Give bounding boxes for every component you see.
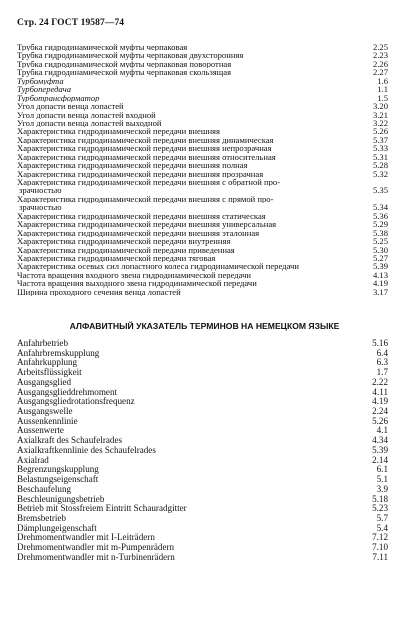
index-term: Характеристика гидродинамической передачи внешняя непрозрачная [17, 144, 272, 153]
index-entry [17, 271, 388, 279]
index-entry [17, 368, 388, 378]
index-term: Aussenwerte [17, 426, 64, 436]
index-entry [17, 85, 388, 93]
index-term: Bremsbetrieb [17, 513, 66, 523]
index-term: Axialkraft des Schaufelrades [17, 436, 123, 446]
index-term: Anfahrkupplung [17, 358, 78, 368]
index-term: Характеристика гидродинамической передачи внешняя прозрачная [17, 169, 264, 179]
index-term: Ausgangsglied [17, 377, 72, 387]
index-entry [17, 186, 388, 194]
index-entry [17, 119, 388, 127]
index-number: 3.9 [376, 483, 388, 494]
index-entry [17, 212, 388, 220]
index-number: 4.19 [372, 278, 388, 289]
index-number: 5.7 [376, 512, 388, 523]
index-term: Beschleunigungsbetrieb [17, 494, 105, 504]
index-entry [17, 388, 388, 398]
index-entry [17, 553, 388, 563]
index-number: 4.1 [376, 425, 388, 436]
index-entry [17, 456, 388, 466]
index-entry [17, 475, 388, 485]
index-number: 5.32 [372, 168, 388, 179]
index-term: Begrenzungskupplung [17, 465, 99, 475]
index-number: 2.26 [372, 58, 388, 69]
index-entry [17, 195, 388, 203]
index-term: Угол допасти венца лопастей входной [17, 110, 156, 119]
index-entry [17, 102, 388, 110]
index-entry [17, 60, 388, 68]
index-entry [17, 220, 388, 228]
index-entry [17, 153, 388, 161]
index-term: Ширина проходного сечения венца лопастей [17, 287, 181, 297]
index-term: Характеристика гидродинамической передачи внутренняя [17, 237, 231, 246]
index-term: Ausgangswelle [17, 407, 73, 417]
index-term: Характеристика гидродинамической передачи внешняя с обратной про- [17, 178, 281, 187]
index-term: Характеристика гидродинамической передачи внешняя эталонная [17, 228, 260, 238]
index-entry [17, 144, 388, 152]
index-entry [17, 246, 388, 254]
index-term: Турбопередача [17, 85, 72, 94]
index-entry [17, 136, 388, 144]
index-number: 5.4 [376, 522, 388, 533]
index-number: 6.1 [376, 464, 388, 475]
german-terms-list [17, 339, 388, 563]
index-number: 3.20 [372, 101, 388, 112]
index-entry [17, 358, 388, 368]
index-entry [17, 495, 388, 505]
index-term: Anfahrbetrieb [17, 339, 69, 348]
index-entry [17, 504, 388, 514]
index-entry [17, 514, 388, 524]
index-number: 3.21 [372, 109, 388, 120]
index-term: Aussenkennlinie [17, 416, 78, 426]
index-number: 5.31 [372, 151, 388, 162]
index-term: Частота вращения входного звена гидродинамической передачи [17, 270, 252, 280]
index-entry [17, 426, 388, 436]
index-term: Характеристика осевых сил лопастного колеса гидродинамической передачи [17, 262, 299, 271]
index-entry [17, 161, 388, 169]
index-number: 5.39 [372, 444, 388, 455]
index-number: 7.10 [372, 542, 388, 553]
index-entry [17, 279, 388, 287]
index-term: зрачностью [19, 186, 62, 195]
index-term: Трубка гидродинамической муфты черпаковая двухсторонняя [17, 51, 244, 60]
index-entry [17, 178, 388, 186]
index-number: 1.1 [377, 84, 388, 95]
index-entry [17, 465, 388, 475]
index-number: 2.14 [372, 454, 388, 465]
index-number: 2.24 [372, 406, 388, 417]
index-number: 4.19 [372, 396, 388, 407]
index-term: Характеристика гидродинамической передачи внешняя полная [17, 161, 248, 170]
index-number: 5.27 [372, 252, 388, 263]
index-number: 5.18 [372, 493, 388, 504]
index-number: 5.29 [372, 219, 388, 230]
index-term: Dämplungeigenschaft [17, 523, 97, 533]
index-entry [17, 254, 388, 262]
index-number: 1.6 [377, 75, 388, 86]
section-title: АЛФАВИТНЫЙ УКАЗАТЕЛЬ ТЕРМИНОВ НА НЕМЕЦКОМ ЯЗЫКЕ [69, 321, 340, 331]
index-entry [17, 127, 388, 135]
index-number: 5.39 [372, 261, 388, 272]
index-number: 1.5 [377, 92, 388, 103]
page-header: Стр. 24 ГОСТ 19587—74 [17, 18, 125, 28]
index-term: Характеристика гидродинамической передачи внешняя динамическая [17, 135, 274, 145]
index-term: Характеристика гидродинамической передачи внешняя с прямой про- [17, 194, 274, 204]
index-number: 4.34 [372, 435, 388, 446]
index-entry [17, 288, 388, 296]
index-number: 5.37 [372, 134, 388, 145]
index-term: Axialrad [17, 455, 49, 465]
index-term: Трубка гидродинамической муфты черпаковая поворотная [17, 59, 232, 69]
index-number: 4.13 [372, 269, 388, 280]
index-term: Arbeitsflüssigkeit [17, 368, 82, 378]
index-number: 5.36 [372, 210, 388, 221]
index-entry [17, 68, 388, 76]
index-entry [17, 485, 388, 495]
index-entry [17, 533, 388, 543]
index-number: 1.7 [376, 367, 388, 378]
index-entry [17, 203, 388, 211]
index-entry [17, 229, 388, 237]
index-number: 5.26 [372, 415, 388, 426]
index-number: 2.25 [372, 42, 388, 52]
index-entry [17, 417, 388, 427]
index-term: Характеристика гидродинамической передачи приведенная [17, 245, 235, 254]
index-entry [17, 94, 388, 102]
index-entry [17, 43, 388, 51]
index-term: Betrieb mit Stossfreiem Eintritt Schauradgitter [17, 504, 187, 514]
index-number: 5.33 [372, 143, 388, 154]
index-number: 2.23 [372, 50, 388, 61]
index-term: Ausgangsgliedrotationsfrequenz [17, 397, 135, 407]
index-term: Угол допасти венца лопастей [17, 102, 124, 111]
index-number: 6.3 [376, 357, 388, 368]
index-term: Характеристика гидродинамической передачи тяговая [17, 253, 216, 263]
index-term: зрачностью [19, 203, 62, 212]
index-term: Axialkraftkennlinie des Schaufelrades [17, 445, 156, 455]
index-number: 6.4 [376, 347, 388, 358]
index-number: 5.1 [376, 474, 388, 485]
index-number: 5.30 [372, 244, 388, 255]
index-term: Anfahrbremskupplung [17, 348, 100, 358]
index-term: Трубка гидродинамической муфты черпаковая скользящая [17, 68, 232, 77]
index-entry [17, 51, 388, 59]
index-number: 5.16 [372, 338, 388, 348]
index-number: 5.34 [372, 202, 388, 213]
index-number: 5.38 [372, 227, 388, 238]
index-term: Ausgangsglieddrehmoment [17, 387, 118, 397]
index-term: Belastungseigenschaft [17, 475, 99, 485]
index-entry [17, 349, 388, 359]
index-entry [17, 543, 388, 553]
index-number: 3.17 [372, 286, 388, 297]
index-entry [17, 111, 388, 119]
index-term: Характеристика гидродинамической передачи внешняя статическая [17, 211, 266, 221]
index-term: Характеристика гидродинамической передачи внешняя универсальная [17, 220, 277, 229]
index-number: 2.27 [372, 67, 388, 78]
index-term: Характеристика гидродинамической передачи внешняя [17, 127, 220, 136]
index-entry [17, 170, 388, 178]
index-number: 4.11 [372, 386, 388, 397]
index-term: Характеристика гидродинамической передачи внешняя относительная [17, 152, 276, 162]
index-term: Турбомуфта [17, 76, 64, 86]
index-entry [17, 378, 388, 388]
index-term: Частота вращения выходного звена гидродинамической передачи [17, 279, 257, 288]
index-entry [17, 446, 388, 456]
index-number: 7.11 [372, 551, 388, 562]
index-number: 5.35 [372, 185, 388, 196]
index-entry [17, 407, 388, 417]
index-number: 5.28 [372, 160, 388, 171]
index-entry [17, 262, 388, 270]
index-entry [17, 436, 388, 446]
index-number: 5.26 [372, 126, 388, 137]
index-term: Drehmomentwandler mit m-Pumpenrädern [17, 543, 175, 553]
index-term: Турботрансформатор [17, 93, 100, 103]
index-term: Beschaufelung [17, 484, 72, 494]
index-number: 5.23 [372, 503, 388, 514]
index-term: Drehmomentwandler mit I-Leiträdern [17, 533, 155, 543]
index-number: 2.22 [372, 376, 388, 387]
index-number: 3.22 [372, 117, 388, 128]
index-number: 5.25 [372, 236, 388, 247]
index-entry [17, 77, 388, 85]
index-term: Drehmomentwandler mit n-Turbinenrädern [17, 552, 175, 562]
russian-terms-list [17, 43, 388, 296]
index-entry [17, 524, 388, 534]
index-entry [17, 237, 388, 245]
index-term: Угол допасти венца лопастей выходной [17, 118, 162, 128]
index-number: 7.12 [372, 532, 388, 543]
index-entry [17, 397, 388, 407]
index-term: Трубка гидродинамической муфты черпаковая [17, 43, 188, 52]
index-entry [17, 339, 388, 349]
